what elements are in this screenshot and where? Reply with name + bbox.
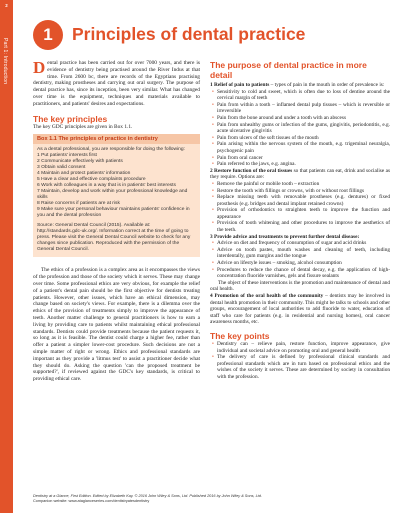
list-item: • Pain from the bone around and under a tooth with an abscess <box>217 115 390 122</box>
box-intro: As a dental professional, you are responsible for doing the following: <box>37 147 185 153</box>
function-list <box>210 181 390 234</box>
box-list-item: 6 Work with colleagues in a way that is in patients' best interests <box>37 183 176 189</box>
box-list-item: 8 Raise concerns if patients are at risk <box>37 201 120 207</box>
section-1-text: – types of pain in the mouth in order of prevalence is: <box>269 82 385 88</box>
list-item: • Provision of orthodontics to straighten teeth to improve the function and appearance <box>217 207 390 220</box>
box-list-item: 7 Maintain, develop and work within your professional knowledge and skills <box>37 189 188 201</box>
box-list-item: 3 Obtain valid consent <box>37 165 86 171</box>
section-1 <box>210 82 390 89</box>
box-title: Box 1.1 The principles of practice in dentistry <box>33 134 200 144</box>
list-item: • Advice on tooth pastes, mouth washes and cleaning of teeth, including interdentally, gum margins and the tongue <box>217 247 390 260</box>
list-item: • Pain from ulcers of the soft tissues of the mouth <box>217 135 390 142</box>
purpose-heading: The purpose of dental practice in more detail <box>210 60 367 80</box>
list-item: • Advice on diet and frequency of consumption of sugar and acid drinks <box>217 240 390 247</box>
list-item: • Procedures to reduce the chance of dental decay, e.g. the application of high-concentration fluoride varnishes, gels and fissure sealants <box>217 267 390 280</box>
box-list <box>37 153 196 219</box>
right-column <box>210 60 390 381</box>
chapter-title: Principles of dental practice <box>72 24 306 44</box>
list-item: • Dentistry can – relieve pain, restore function, improve appearance, give individual and societal advice on promoting oral and general health <box>217 341 390 354</box>
section-2-text: so that patients can eat, drink and socialise as they require. Options are: <box>210 167 390 181</box>
list-item: • The delivery of care is defined by professional clinical standards and professional standards which are in turn based on professional ethics and the wishes of the society it serves. These are determined by society in consultation with the profession. <box>217 354 390 380</box>
principles-box <box>33 134 200 257</box>
list-item: • Pain from unhealthy gums or infection of the gums, gingivitis, periodontitis, e.g. acute ulcerative gingivitis <box>217 122 390 135</box>
ethics-paragraph: The ethics of a profession is a complex area as it encompasses the views of the profession and those of the society which it serves. These may change over time. Some professional ethics are very obvious, for example the relief of a patient's dental pain should be the first objective for dentists treating patients. However, other issues, which have an ethical dimension, may change based on society's views. For example, there is a dilemma over the ethics of the provision of treatments simply to improve the appearance of teeth. Another matter challenge to general practitioners is how to earn a living by providing care to patients whilst maintaining ethical professional standards. Dentists could provide treatments because the patient requests it, so long as it is feasible. The dentist could charge a higher fee, rather than offer a patient a simpler lower-cost procedure. Such decisions are not a simple matter of right or wrong. Ethics and professional standards are important as they provide a 'litmus test' to assist a practitioner decide what they should do. Asking the question 'can the proposed treatment be supported?', if reviewed against the GDC's key standards, is critical to providing ethical care. <box>33 267 200 383</box>
copyright-line: Dentistry at a Glance, First Edition. Edited by Elizabeth Kay. © 2016 John Wiley & Sons, Ltd. Published 2016 by John Wiley & Sons, Ltd. <box>33 494 262 498</box>
pain-list <box>210 89 390 168</box>
box-list-item: 9 Make sure your personal behaviour maintains patients' confidence in you and the dental profession <box>37 207 190 219</box>
side-tab <box>0 0 13 513</box>
box-list-item: 5 Have a clear and effective complaints procedure <box>37 177 146 183</box>
box-list-item: 1 Put patients' interests first <box>37 153 97 159</box>
section-3-after: The object of these interventions is the promotion and maintenance of dental and oral health. <box>210 279 390 293</box>
drop-cap: D <box>33 58 46 77</box>
section-4 <box>210 293 390 326</box>
list-item: • Sensitivity to cold and sweet, which is often due to loss of dentine around the cervical margin of teeth <box>217 89 390 102</box>
section-2-title: 2 Restore function of the oral tissues <box>210 167 293 174</box>
section-3-title: 3 Provide advice and treatments to prevent further dental disease: <box>210 233 360 240</box>
page-number: 2 <box>5 3 8 8</box>
key-points-list <box>210 341 390 381</box>
section-4-text: – dentists may be involved in dental health promotion in their community. This might be talks to schools and other groups, encouragement of local authorities to add fluoride to water, education of staff who care for patients (e.g. in residential and nursing homes), oral cancer awareness months, etc. <box>210 293 390 326</box>
list-item: • Pain arising within the nervous system of the mouth, e.g. trigeminal neuralgia, psychogenic pain <box>217 141 390 154</box>
intro-text: ental practice has been carried out for over 7000 years, and there is evidence of dentistry being practised around the River Indus at that time. From 2600 bc, there are records of the Egyptians practising dentistry, making prostheses and carrying out oral surgery. The purpose of dental practice has, since its inception, been very similar. What has changed over time is the equipment, techniques and materials available to practitioners, and patients' desires and expectations. <box>33 60 200 107</box>
left-column <box>33 60 200 383</box>
section-4-title: 4 Promotion of the oral health of the community <box>210 293 324 299</box>
box-body <box>33 144 200 253</box>
key-principles-text: The key GDC principles are given in Box 1.1. <box>33 123 133 130</box>
box-source: Source: General Dental Council (2015). Available at: http://standards.gdc-uk.org/. Information correct at the time of going to press. Please visit the General Dental Council website to check for any changes since publication. Reproduced with the permission of the General Dental Council. <box>37 223 191 253</box>
list-item: • Pain from within a tooth – inflamed dental pulp tissues – which is reversible or irreversible <box>217 102 390 115</box>
companion-website[interactable]: Companion website: www.ataglanceseries.com/dentistryatesdentistry <box>33 499 150 503</box>
list-item: • Pain from oral cancer <box>217 155 390 162</box>
chapter-number-badge: 1 <box>33 20 63 50</box>
list-item: • Advice on lifestyle issues – smoking, alcohol consumption <box>217 260 390 267</box>
box-list-item: 4 Maintain and protect patients' information <box>37 171 131 177</box>
list-item: • Restore the tooth with fillings or crowns, with or without root fillings <box>217 188 390 195</box>
list-item: • Pain referred to the jaws, e.g. angina. <box>217 161 390 168</box>
page-footer <box>33 494 393 504</box>
key-principles-heading: The key principles <box>33 113 108 124</box>
part-label: Part 1: Introduction <box>2 38 8 85</box>
intro-paragraph <box>33 60 200 108</box>
list-item: • Remove the painful or mobile tooth – extraction <box>217 181 390 188</box>
list-item: • Provision of tooth whitening and other procedures to improve the aesthetics of the teeth. <box>217 220 390 233</box>
key-points-heading: The key points <box>210 330 270 341</box>
section-2 <box>210 168 390 181</box>
section-1-title: 1 Relief of pain to patients <box>210 82 270 88</box>
list-item: • Replace missing teeth with removable prostheses (e.g. dentures) or fixed prosthesis (e.g. bridges and dental implant retained crowns) <box>217 194 390 207</box>
box-list-item: 2 Communicate effectively with patients <box>37 159 123 165</box>
prevention-list <box>210 240 390 280</box>
